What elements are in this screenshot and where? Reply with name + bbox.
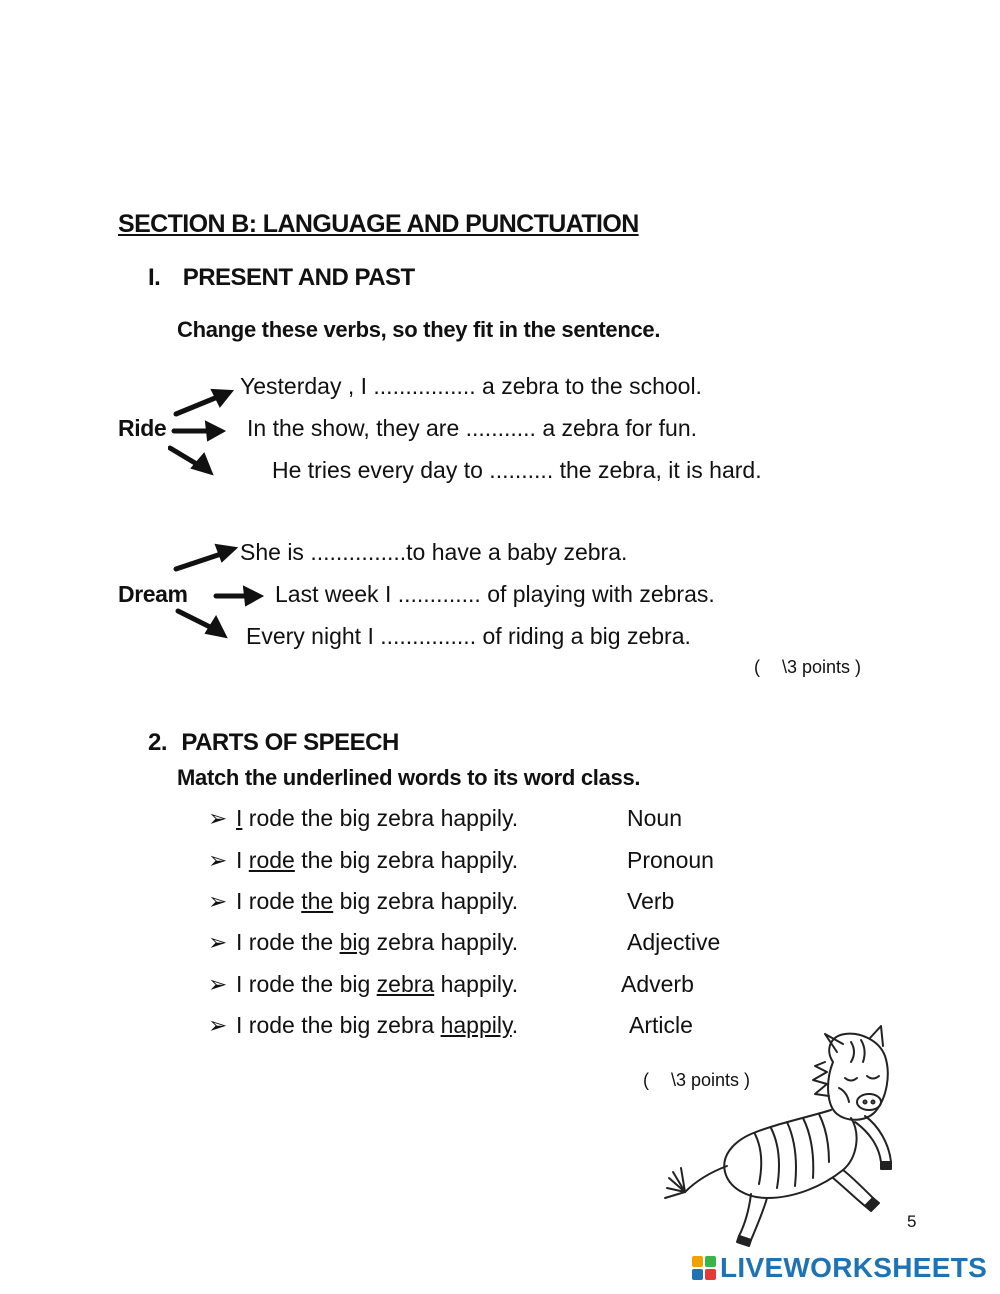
dream-sentence-1: She is ...............to have a baby zebra. <box>240 539 628 565</box>
part2-points-text: \3 points ) <box>671 1070 751 1090</box>
liveworksheets-logo[interactable] <box>692 1250 987 1286</box>
word-class-3[interactable]: Verb <box>627 888 675 914</box>
word-class-1[interactable]: Noun <box>627 805 682 831</box>
bullet-icon: ➢ <box>208 1012 228 1038</box>
match-item-6: ➢ I rode the big zebra happily. <box>208 1012 519 1038</box>
underlined-word: I <box>236 805 243 831</box>
word-class-5[interactable]: Adverb <box>621 971 694 997</box>
logo-square <box>692 1256 703 1267</box>
match-item-2: ➢ I rode the big zebra happily. <box>208 847 519 873</box>
word-class-6[interactable]: Article <box>629 1012 693 1038</box>
bullet-icon: ➢ <box>208 847 228 873</box>
underlined-word: happily <box>440 1012 512 1038</box>
zebra-illustration <box>655 1022 905 1252</box>
logo-square <box>705 1256 716 1267</box>
part1-instruction: Change these verbs, so they fit in the sentence. <box>177 317 661 342</box>
logo-square <box>692 1269 703 1280</box>
word-class-2[interactable]: Pronoun <box>627 847 714 873</box>
ride-sentence-1: Yesterday , I ................ a zebra to the school. <box>240 373 702 399</box>
bullet-icon: ➢ <box>208 929 228 955</box>
part2-number: 2. <box>148 729 168 756</box>
match-item-5: ➢ I rode the big zebra happily. <box>208 971 519 997</box>
word-class-4[interactable]: Adjective <box>627 929 721 955</box>
ride-arrows-icon <box>168 386 240 484</box>
section-title: SECTION B: LANGUAGE AND PUNCTUATION <box>118 210 639 238</box>
match-item-3: ➢ I rode the big zebra happily. <box>208 888 519 914</box>
logo-icon <box>692 1256 716 1280</box>
logo-text: LIVEWORKSHEETS <box>720 1252 988 1283</box>
part2-instruction: Match the underlined words to its word class. <box>177 765 641 790</box>
match-item-1: ➢ I rode the big zebra happily. <box>208 805 519 831</box>
ride-sentence-3: He tries every day to .......... the zebra, it is hard. <box>272 457 762 483</box>
part1-points: ( \3 points ) <box>754 657 862 677</box>
part2-heading <box>148 729 399 757</box>
verb-ride: Ride <box>118 415 167 441</box>
verb-dream: Dream <box>118 581 188 607</box>
ride-sentence-2: In the show, they are ........... a zebra for fun. <box>247 415 698 441</box>
underlined-word: rode <box>248 847 295 873</box>
bullet-icon: ➢ <box>208 888 228 914</box>
underlined-word: the <box>301 888 334 914</box>
part2-title: PARTS OF SPEECH <box>181 729 399 756</box>
part1-heading <box>148 264 415 292</box>
bullet-icon: ➢ <box>208 971 228 997</box>
part1-title: PRESENT AND PAST <box>182 264 415 291</box>
bullet-icon: ➢ <box>208 805 228 831</box>
page-number: 5 <box>907 1212 917 1231</box>
underlined-word: zebra <box>376 971 435 997</box>
underlined-word: big <box>339 929 371 955</box>
dream-arrows-icon <box>172 541 268 645</box>
match-item-4: ➢ I rode the big zebra happily. <box>208 929 519 955</box>
part1-number: I. <box>148 264 161 291</box>
dream-sentence-3: Every night I ............... of riding a big zebra. <box>246 623 691 649</box>
dream-sentence-2: Last week I ............. of playing with zebras. <box>275 581 715 607</box>
part1-points-text: \3 points ) <box>782 657 862 677</box>
logo-square <box>705 1269 716 1280</box>
part2-points: ( \3 points ) <box>643 1070 751 1090</box>
